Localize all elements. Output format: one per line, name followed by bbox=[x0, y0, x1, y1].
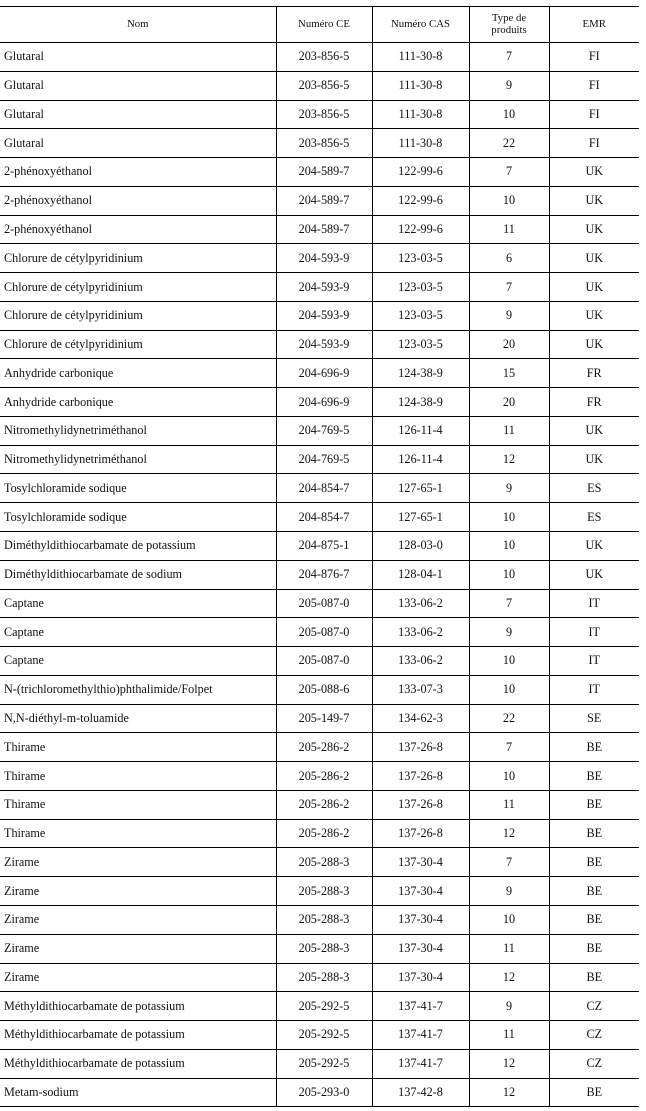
cell-type-de-produits: 10 bbox=[469, 503, 549, 532]
table-row bbox=[0, 934, 639, 963]
cell-emr: UK bbox=[549, 158, 639, 187]
cell-emr: UK bbox=[549, 186, 639, 215]
cell-nom: Chlorure de cétylpyridinium bbox=[0, 244, 276, 273]
cell-numero-cas: 124-38-9 bbox=[372, 359, 469, 388]
cell-emr: BE bbox=[549, 877, 639, 906]
cell-numero-ce: 203-856-5 bbox=[276, 43, 372, 72]
cell-type-de-produits: 10 bbox=[469, 762, 549, 791]
cell-nom: Chlorure de cétylpyridinium bbox=[0, 330, 276, 359]
cell-nom: Nitromethylidynetriméthanol bbox=[0, 445, 276, 474]
cell-numero-ce: 205-288-3 bbox=[276, 905, 372, 934]
cell-nom: Tosylchloramide sodique bbox=[0, 503, 276, 532]
table-row bbox=[0, 273, 639, 302]
cell-numero-cas: 137-30-4 bbox=[372, 963, 469, 992]
cell-emr: ES bbox=[549, 503, 639, 532]
header-type-de-produits bbox=[469, 7, 549, 43]
table-row bbox=[0, 301, 639, 330]
table-row bbox=[0, 445, 639, 474]
table-row bbox=[0, 848, 639, 877]
cell-type-de-produits: 9 bbox=[469, 992, 549, 1021]
cell-nom: Glutaral bbox=[0, 71, 276, 100]
cell-emr: FI bbox=[549, 71, 639, 100]
cell-emr: BE bbox=[549, 1078, 639, 1107]
cell-nom: Zirame bbox=[0, 848, 276, 877]
table-row bbox=[0, 963, 639, 992]
cell-numero-ce: 205-286-2 bbox=[276, 790, 372, 819]
cell-nom: Zirame bbox=[0, 934, 276, 963]
cell-numero-ce: 204-593-9 bbox=[276, 330, 372, 359]
cell-numero-ce: 205-286-2 bbox=[276, 762, 372, 791]
table-row bbox=[0, 1049, 639, 1078]
cell-emr: FI bbox=[549, 43, 639, 72]
cell-emr: FI bbox=[549, 129, 639, 158]
cell-numero-cas: 126-11-4 bbox=[372, 445, 469, 474]
cell-emr: IT bbox=[549, 675, 639, 704]
cell-type-de-produits: 11 bbox=[469, 416, 549, 445]
cell-numero-cas: 133-06-2 bbox=[372, 647, 469, 676]
cell-emr: UK bbox=[549, 532, 639, 561]
table-row bbox=[0, 905, 639, 934]
table-row bbox=[0, 790, 639, 819]
cell-numero-cas: 137-26-8 bbox=[372, 733, 469, 762]
table-row bbox=[0, 359, 639, 388]
header-numero-ce: Numéro CE bbox=[276, 7, 372, 43]
cell-type-de-produits: 7 bbox=[469, 848, 549, 877]
cell-numero-ce: 205-288-3 bbox=[276, 934, 372, 963]
cell-numero-ce: 204-593-9 bbox=[276, 273, 372, 302]
cell-numero-cas: 137-30-4 bbox=[372, 877, 469, 906]
cell-numero-cas: 122-99-6 bbox=[372, 186, 469, 215]
cell-numero-ce: 204-769-5 bbox=[276, 445, 372, 474]
cell-type-de-produits: 6 bbox=[469, 244, 549, 273]
cell-type-de-produits: 20 bbox=[469, 388, 549, 417]
cell-nom: Zirame bbox=[0, 905, 276, 934]
table-row bbox=[0, 330, 639, 359]
cell-emr: UK bbox=[549, 301, 639, 330]
table-row bbox=[0, 129, 639, 158]
table-row bbox=[0, 532, 639, 561]
cell-nom: Zirame bbox=[0, 963, 276, 992]
table-row bbox=[0, 1021, 639, 1050]
cell-nom: N,N-diéthyl-m-toluamide bbox=[0, 704, 276, 733]
cell-nom: Tosylchloramide sodique bbox=[0, 474, 276, 503]
cell-numero-cas: 111-30-8 bbox=[372, 129, 469, 158]
cell-numero-cas: 137-30-4 bbox=[372, 905, 469, 934]
table-row bbox=[0, 647, 639, 676]
cell-emr: FR bbox=[549, 359, 639, 388]
table-row bbox=[0, 43, 639, 72]
cell-type-de-produits: 9 bbox=[469, 71, 549, 100]
table-row bbox=[0, 819, 639, 848]
substances-table bbox=[0, 6, 639, 1107]
cell-numero-ce: 204-854-7 bbox=[276, 474, 372, 503]
table-row bbox=[0, 675, 639, 704]
cell-numero-ce: 205-293-0 bbox=[276, 1078, 372, 1107]
cell-numero-ce: 203-856-5 bbox=[276, 71, 372, 100]
cell-type-de-produits: 10 bbox=[469, 532, 549, 561]
cell-numero-ce: 204-876-7 bbox=[276, 560, 372, 589]
cell-numero-ce: 205-292-5 bbox=[276, 1021, 372, 1050]
header-row bbox=[0, 7, 639, 43]
cell-numero-ce: 204-589-7 bbox=[276, 215, 372, 244]
cell-type-de-produits: 9 bbox=[469, 618, 549, 647]
cell-numero-cas: 111-30-8 bbox=[372, 100, 469, 129]
cell-type-de-produits: 22 bbox=[469, 704, 549, 733]
table-row bbox=[0, 877, 639, 906]
cell-nom: Glutaral bbox=[0, 100, 276, 129]
header-type-line1: Type de bbox=[491, 12, 527, 25]
cell-type-de-produits: 12 bbox=[469, 963, 549, 992]
cell-type-de-produits: 11 bbox=[469, 1021, 549, 1050]
cell-emr: IT bbox=[549, 618, 639, 647]
cell-nom: 2-phénoxyéthanol bbox=[0, 215, 276, 244]
cell-type-de-produits: 10 bbox=[469, 675, 549, 704]
cell-type-de-produits: 20 bbox=[469, 330, 549, 359]
table-row bbox=[0, 704, 639, 733]
cell-emr: UK bbox=[549, 416, 639, 445]
table-row bbox=[0, 589, 639, 618]
header-type-line2: produits bbox=[491, 23, 527, 36]
cell-numero-cas: 137-26-8 bbox=[372, 790, 469, 819]
cell-numero-cas: 137-30-4 bbox=[372, 848, 469, 877]
cell-numero-cas: 123-03-5 bbox=[372, 330, 469, 359]
cell-numero-cas: 137-26-8 bbox=[372, 762, 469, 791]
cell-nom: Diméthyldithiocarbamate de sodium bbox=[0, 560, 276, 589]
cell-numero-cas: 124-38-9 bbox=[372, 388, 469, 417]
cell-emr: UK bbox=[549, 244, 639, 273]
cell-nom: Méthyldithiocarbamate de potassium bbox=[0, 1049, 276, 1078]
cell-numero-ce: 205-087-0 bbox=[276, 618, 372, 647]
cell-emr: BE bbox=[549, 905, 639, 934]
cell-numero-ce: 203-856-5 bbox=[276, 129, 372, 158]
cell-emr: CZ bbox=[549, 1021, 639, 1050]
cell-numero-cas: 111-30-8 bbox=[372, 71, 469, 100]
cell-numero-cas: 126-11-4 bbox=[372, 416, 469, 445]
cell-type-de-produits: 12 bbox=[469, 1078, 549, 1107]
header-numero-cas: Numéro CAS bbox=[372, 7, 469, 43]
cell-numero-ce: 205-288-3 bbox=[276, 963, 372, 992]
cell-type-de-produits: 11 bbox=[469, 215, 549, 244]
cell-numero-ce: 205-286-2 bbox=[276, 819, 372, 848]
cell-numero-ce: 204-593-9 bbox=[276, 244, 372, 273]
cell-nom: N-(trichloromethylthio)phthalimide/Folpet bbox=[0, 675, 276, 704]
cell-type-de-produits: 10 bbox=[469, 647, 549, 676]
table-row bbox=[0, 215, 639, 244]
cell-emr: UK bbox=[549, 215, 639, 244]
cell-nom: Anhydride carbonique bbox=[0, 359, 276, 388]
cell-numero-ce: 204-589-7 bbox=[276, 186, 372, 215]
cell-numero-cas: 123-03-5 bbox=[372, 301, 469, 330]
cell-emr: CZ bbox=[549, 1049, 639, 1078]
cell-numero-ce: 204-696-9 bbox=[276, 388, 372, 417]
cell-emr: BE bbox=[549, 848, 639, 877]
table-row bbox=[0, 100, 639, 129]
cell-nom: Méthyldithiocarbamate de potassium bbox=[0, 992, 276, 1021]
cell-numero-cas: 122-99-6 bbox=[372, 158, 469, 187]
cell-numero-ce: 205-292-5 bbox=[276, 1049, 372, 1078]
cell-numero-cas: 127-65-1 bbox=[372, 474, 469, 503]
table-row bbox=[0, 1078, 639, 1107]
table-row bbox=[0, 618, 639, 647]
table-row bbox=[0, 503, 639, 532]
cell-emr: BE bbox=[549, 963, 639, 992]
cell-numero-cas: 111-30-8 bbox=[372, 43, 469, 72]
cell-emr: BE bbox=[549, 819, 639, 848]
table-row bbox=[0, 992, 639, 1021]
table-header bbox=[0, 7, 639, 43]
cell-type-de-produits: 10 bbox=[469, 905, 549, 934]
cell-numero-ce: 205-087-0 bbox=[276, 647, 372, 676]
cell-emr: ES bbox=[549, 474, 639, 503]
cell-nom: Thirame bbox=[0, 733, 276, 762]
cell-numero-cas: 133-06-2 bbox=[372, 589, 469, 618]
table-row bbox=[0, 560, 639, 589]
cell-type-de-produits: 10 bbox=[469, 100, 549, 129]
cell-emr: IT bbox=[549, 647, 639, 676]
cell-numero-ce: 205-286-2 bbox=[276, 733, 372, 762]
cell-emr: UK bbox=[549, 560, 639, 589]
cell-nom: Captane bbox=[0, 618, 276, 647]
cell-type-de-produits: 11 bbox=[469, 790, 549, 819]
cell-emr: BE bbox=[549, 790, 639, 819]
cell-numero-cas: 137-41-7 bbox=[372, 1021, 469, 1050]
cell-numero-ce: 204-769-5 bbox=[276, 416, 372, 445]
cell-numero-cas: 128-04-1 bbox=[372, 560, 469, 589]
cell-nom: Anhydride carbonique bbox=[0, 388, 276, 417]
cell-nom: 2-phénoxyéthanol bbox=[0, 158, 276, 187]
cell-type-de-produits: 10 bbox=[469, 560, 549, 589]
header-nom: Nom bbox=[0, 7, 276, 43]
cell-type-de-produits: 7 bbox=[469, 273, 549, 302]
cell-nom: Thirame bbox=[0, 762, 276, 791]
cell-type-de-produits: 10 bbox=[469, 186, 549, 215]
table-row bbox=[0, 733, 639, 762]
cell-numero-cas: 137-26-8 bbox=[372, 819, 469, 848]
cell-emr: UK bbox=[549, 273, 639, 302]
cell-type-de-produits: 15 bbox=[469, 359, 549, 388]
cell-numero-cas: 133-07-3 bbox=[372, 675, 469, 704]
cell-emr: CZ bbox=[549, 992, 639, 1021]
cell-numero-ce: 205-087-0 bbox=[276, 589, 372, 618]
cell-type-de-produits: 12 bbox=[469, 1049, 549, 1078]
cell-emr: BE bbox=[549, 934, 639, 963]
cell-nom: Chlorure de cétylpyridinium bbox=[0, 273, 276, 302]
cell-numero-ce: 205-088-6 bbox=[276, 675, 372, 704]
cell-type-de-produits: 12 bbox=[469, 445, 549, 474]
cell-numero-ce: 204-854-7 bbox=[276, 503, 372, 532]
cell-nom: Thirame bbox=[0, 790, 276, 819]
cell-emr: UK bbox=[549, 330, 639, 359]
cell-emr: UK bbox=[549, 445, 639, 474]
cell-nom: Captane bbox=[0, 647, 276, 676]
cell-type-de-produits: 11 bbox=[469, 934, 549, 963]
cell-type-de-produits: 7 bbox=[469, 158, 549, 187]
cell-type-de-produits: 9 bbox=[469, 877, 549, 906]
cell-type-de-produits: 7 bbox=[469, 733, 549, 762]
cell-numero-cas: 133-06-2 bbox=[372, 618, 469, 647]
cell-numero-cas: 128-03-0 bbox=[372, 532, 469, 561]
cell-numero-cas: 122-99-6 bbox=[372, 215, 469, 244]
cell-numero-cas: 127-65-1 bbox=[372, 503, 469, 532]
cell-nom: Chlorure de cétylpyridinium bbox=[0, 301, 276, 330]
cell-emr: IT bbox=[549, 589, 639, 618]
cell-nom: Glutaral bbox=[0, 43, 276, 72]
cell-numero-ce: 205-149-7 bbox=[276, 704, 372, 733]
cell-numero-cas: 134-62-3 bbox=[372, 704, 469, 733]
table-row bbox=[0, 388, 639, 417]
cell-numero-ce: 205-288-3 bbox=[276, 877, 372, 906]
cell-type-de-produits: 7 bbox=[469, 43, 549, 72]
cell-numero-cas: 137-41-7 bbox=[372, 1049, 469, 1078]
cell-nom: 2-phénoxyéthanol bbox=[0, 186, 276, 215]
cell-numero-ce: 205-292-5 bbox=[276, 992, 372, 1021]
table-row bbox=[0, 186, 639, 215]
table-body bbox=[0, 43, 639, 1107]
cell-numero-cas: 137-42-8 bbox=[372, 1078, 469, 1107]
cell-type-de-produits: 22 bbox=[469, 129, 549, 158]
header-emr: EMR bbox=[549, 7, 639, 43]
cell-numero-ce: 203-856-5 bbox=[276, 100, 372, 129]
cell-emr: BE bbox=[549, 733, 639, 762]
cell-numero-cas: 123-03-5 bbox=[372, 244, 469, 273]
cell-numero-ce: 204-589-7 bbox=[276, 158, 372, 187]
cell-nom: Nitromethylidynetriméthanol bbox=[0, 416, 276, 445]
cell-nom: Méthyldithiocarbamate de potassium bbox=[0, 1021, 276, 1050]
cell-nom: Captane bbox=[0, 589, 276, 618]
cell-type-de-produits: 7 bbox=[469, 589, 549, 618]
table-row bbox=[0, 244, 639, 273]
cell-nom: Zirame bbox=[0, 877, 276, 906]
table-row bbox=[0, 762, 639, 791]
cell-numero-cas: 123-03-5 bbox=[372, 273, 469, 302]
table-row bbox=[0, 416, 639, 445]
cell-numero-cas: 137-41-7 bbox=[372, 992, 469, 1021]
cell-type-de-produits: 9 bbox=[469, 301, 549, 330]
cell-numero-cas: 137-30-4 bbox=[372, 934, 469, 963]
cell-emr: FI bbox=[549, 100, 639, 129]
cell-type-de-produits: 12 bbox=[469, 819, 549, 848]
cell-numero-ce: 204-696-9 bbox=[276, 359, 372, 388]
table-row bbox=[0, 71, 639, 100]
cell-numero-ce: 204-593-9 bbox=[276, 301, 372, 330]
cell-emr: SE bbox=[549, 704, 639, 733]
cell-numero-ce: 205-288-3 bbox=[276, 848, 372, 877]
cell-nom: Diméthyldithiocarbamate de potassium bbox=[0, 532, 276, 561]
cell-emr: BE bbox=[549, 762, 639, 791]
table-row bbox=[0, 474, 639, 503]
cell-nom: Metam-sodium bbox=[0, 1078, 276, 1107]
table-row bbox=[0, 158, 639, 187]
cell-nom: Glutaral bbox=[0, 129, 276, 158]
cell-nom: Thirame bbox=[0, 819, 276, 848]
cell-numero-ce: 204-875-1 bbox=[276, 532, 372, 561]
cell-type-de-produits: 9 bbox=[469, 474, 549, 503]
cell-emr: FR bbox=[549, 388, 639, 417]
